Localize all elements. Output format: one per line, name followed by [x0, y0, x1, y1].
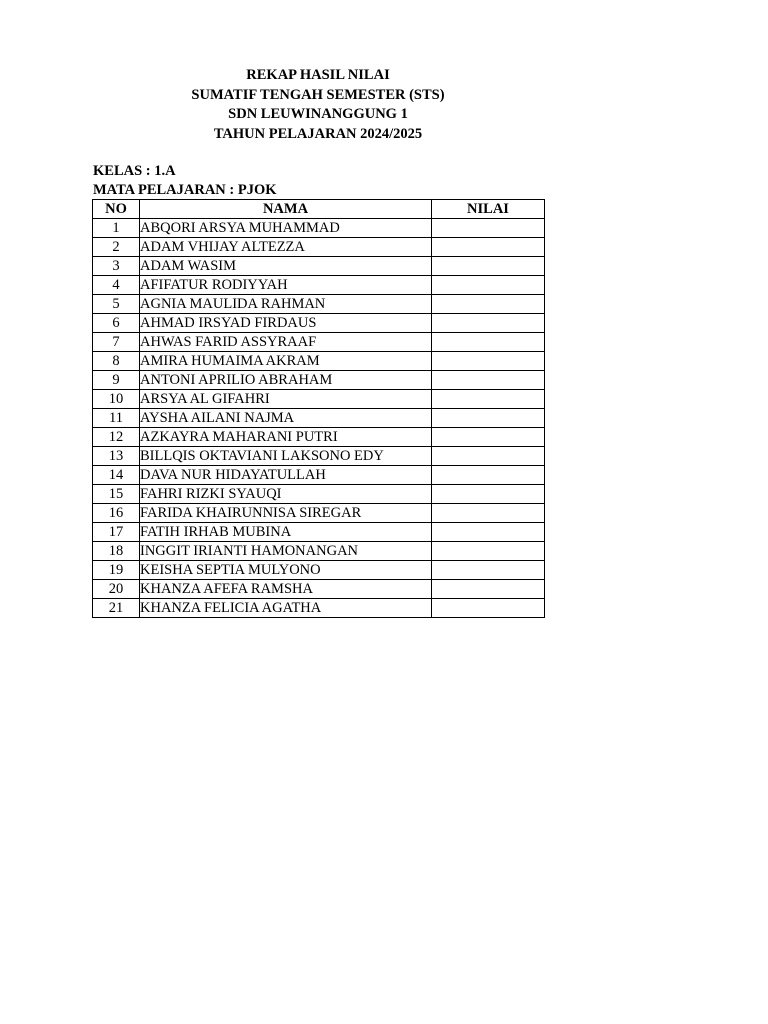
- student-name-cell: FATIH IRHAB MUBINA: [140, 523, 432, 542]
- grade-cell[interactable]: [432, 276, 545, 295]
- grade-cell[interactable]: [432, 352, 545, 371]
- column-header-nama: NAMA: [140, 200, 432, 219]
- grade-cell[interactable]: [432, 485, 545, 504]
- table-row: [93, 295, 545, 314]
- student-name-cell: ADAM VHIJAY ALTEZZA: [140, 238, 432, 257]
- table-row: [93, 504, 545, 523]
- student-name-cell: AHWAS FARID ASSYRAAF: [140, 333, 432, 352]
- grade-cell[interactable]: [432, 314, 545, 333]
- row-number-cell: 3: [93, 257, 140, 276]
- row-number-cell: 17: [93, 523, 140, 542]
- title-line-assessment: SUMATIF TENGAH SEMESTER (STS): [191, 86, 445, 103]
- row-number-cell: 11: [93, 409, 140, 428]
- table-row: [93, 599, 545, 618]
- table-row: [93, 485, 545, 504]
- table-row: [93, 447, 545, 466]
- table-row: [93, 371, 545, 390]
- student-name-cell: KEISHA SEPTIA MULYONO: [140, 561, 432, 580]
- table-row: [93, 276, 545, 295]
- row-number-cell: 12: [93, 428, 140, 447]
- row-number-cell: 16: [93, 504, 140, 523]
- table-row: [93, 352, 545, 371]
- row-number-cell: 1: [93, 219, 140, 238]
- row-number-cell: 10: [93, 390, 140, 409]
- grade-cell[interactable]: [432, 523, 545, 542]
- row-number-cell: 15: [93, 485, 140, 504]
- title-line-report: REKAP HASIL NILAI: [246, 67, 390, 83]
- table-row: [93, 314, 545, 333]
- title-line-school: SDN LEUWINANGGUNG 1: [228, 106, 408, 122]
- row-number-cell: 9: [93, 371, 140, 390]
- student-name-cell: AFIFATUR RODIYYAH: [140, 276, 432, 295]
- row-number-cell: 18: [93, 542, 140, 561]
- student-name-cell: INGGIT IRIANTI HAMONANGAN: [140, 542, 432, 561]
- table-row: [93, 428, 545, 447]
- grade-cell[interactable]: [432, 466, 545, 485]
- grade-cell[interactable]: [432, 371, 545, 390]
- grade-cell[interactable]: [432, 257, 545, 276]
- grade-cell[interactable]: [432, 542, 545, 561]
- row-number-cell: 19: [93, 561, 140, 580]
- row-number-cell: 20: [93, 580, 140, 599]
- column-header-no: NO: [93, 200, 140, 219]
- table-row: [93, 219, 545, 238]
- student-name-cell: ABQORI ARSYA MUHAMMAD: [140, 219, 432, 238]
- grade-cell[interactable]: [432, 238, 545, 257]
- document-title: [92, 66, 544, 144]
- subject-label: MATA PELAJARAN : PJOK: [93, 182, 277, 198]
- class-label: KELAS : 1.A: [93, 163, 176, 179]
- student-name-cell: AHMAD IRSYAD FIRDAUS: [140, 314, 432, 333]
- row-number-cell: 8: [93, 352, 140, 371]
- table-row: [93, 466, 545, 485]
- grade-cell[interactable]: [432, 390, 545, 409]
- table-row: [93, 409, 545, 428]
- grade-cell[interactable]: [432, 333, 545, 352]
- grade-cell[interactable]: [432, 219, 545, 238]
- student-name-cell: BILLQIS OKTAVIANI LAKSONO EDY: [140, 447, 432, 466]
- column-header-nilai: NILAI: [432, 200, 545, 219]
- table-row: [93, 257, 545, 276]
- row-number-cell: 21: [93, 599, 140, 618]
- grade-cell[interactable]: [432, 447, 545, 466]
- table-row: [93, 333, 545, 352]
- row-number-cell: 5: [93, 295, 140, 314]
- student-name-cell: AYSHA AILANI NAJMA: [140, 409, 432, 428]
- student-name-cell: KHANZA FELICIA AGATHA: [140, 599, 432, 618]
- row-number-cell: 6: [93, 314, 140, 333]
- grade-cell[interactable]: [432, 504, 545, 523]
- student-name-cell: DAVA NUR HIDAYATULLAH: [140, 466, 432, 485]
- grade-cell[interactable]: [432, 599, 545, 618]
- grades-table: [92, 199, 545, 618]
- student-name-cell: AMIRA HUMAIMA AKRAM: [140, 352, 432, 371]
- grade-cell[interactable]: [432, 561, 545, 580]
- row-number-cell: 13: [93, 447, 140, 466]
- row-number-cell: 14: [93, 466, 140, 485]
- student-name-cell: ANTONI APRILIO ABRAHAM: [140, 371, 432, 390]
- student-name-cell: ARSYA AL GIFAHRI: [140, 390, 432, 409]
- row-number-cell: 2: [93, 238, 140, 257]
- table-row: [93, 523, 545, 542]
- table-row: [93, 580, 545, 599]
- title-line-academic-year: TAHUN PELAJARAN 2024/2025: [213, 125, 423, 142]
- student-name-cell: AZKAYRA MAHARANI PUTRI: [140, 428, 432, 447]
- student-name-cell: FARIDA KHAIRUNNISA SIREGAR: [140, 504, 432, 523]
- row-number-cell: 4: [93, 276, 140, 295]
- student-name-cell: AGNIA MAULIDA RAHMAN: [140, 295, 432, 314]
- grade-cell[interactable]: [432, 409, 545, 428]
- grade-cell[interactable]: [432, 295, 545, 314]
- table-row: [93, 542, 545, 561]
- table-row: [93, 561, 545, 580]
- student-name-cell: KHANZA AFEFA RAMSHA: [140, 580, 432, 599]
- student-name-cell: FAHRI RIZKI SYAUQI: [140, 485, 432, 504]
- grade-cell[interactable]: [432, 580, 545, 599]
- table-body: [93, 219, 545, 618]
- table-row: [93, 390, 545, 409]
- student-name-cell: ADAM WASIM: [140, 257, 432, 276]
- row-number-cell: 7: [93, 333, 140, 352]
- table-header-row: [93, 200, 545, 219]
- grade-cell[interactable]: [432, 428, 545, 447]
- table-row: [93, 238, 545, 257]
